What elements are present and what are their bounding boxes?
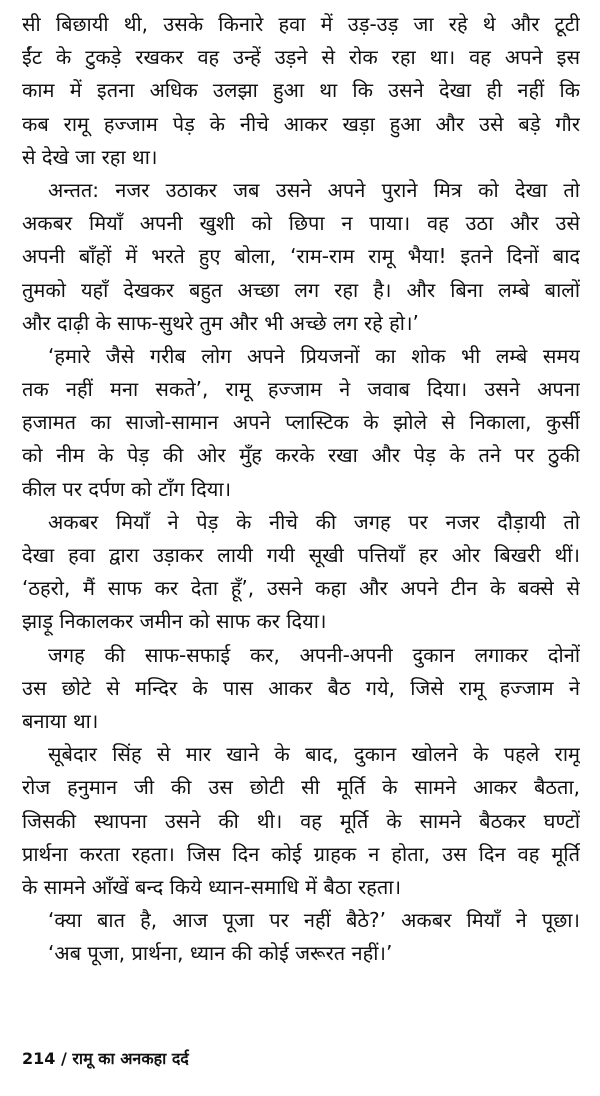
text-line: अकबर मियाँ अपनी खुशी को छिपा न पाया। वह उठा और उसे	[22, 211, 580, 236]
text-line: हजामत का साजो-सामान अपने प्लास्टिक के झोले से निकाला, कुर्सी	[22, 410, 580, 435]
text-line: उस छोटे से मन्दिर के पास आकर बैठ गये, जिसे रामू हज्जाम ने	[22, 675, 580, 700]
text-line: सूबेदार सिंह से मार खाने के बाद, दुकान खोलने के पहले रामू	[48, 742, 580, 767]
text-line: ईंट के टुकड़े रखकर वह उन्हें उड़ने से रोक रहा था। वह अपने इस	[22, 45, 580, 70]
text-line: काम में इतना अधिक उलझा हुआ था कि उसने देखा ही नहीं कि	[22, 78, 580, 103]
text-line: ‘अब पूजा, प्रार्थना, ध्यान की कोई जरूरत नहीं।’	[48, 941, 393, 966]
text-line: बनाया था।	[22, 708, 99, 733]
text-line: जगह की साफ-सफाई कर, अपनी-अपनी दुकान लगाकर दोनों	[48, 642, 580, 667]
text-line: जिसकी स्थापना उसने की थी। वह मूर्ति के सामने बैठकर घण्टों	[22, 808, 580, 833]
text-line: ‘क्या बात है, आज पूजा पर नहीं बैठे?’ अकबर मियाँ ने पूछा।	[48, 908, 580, 933]
text-line: तुमको यहाँ देखकर बहुत अच्छा लग रहा है। और बिना लम्बे बालों	[22, 277, 580, 302]
text-line: तक नहीं मना सकते’, रामू हज्जाम ने जवाब दिया। उसने अपना	[22, 377, 580, 402]
text-line: देखा हवा द्वारा उड़ाकर लायी गयी सूखी पत्तियाँ हर ओर बिखरी थीं।	[22, 543, 580, 567]
text-line: और दाढ़ी के साफ-सुथरे तुम और भी अच्छे लग रहे हो।’	[22, 310, 419, 335]
text-line: ‘ठहरो, मैं साफ कर देता हूँ’, उसने कहा और अपने टीन के बक्से से	[22, 576, 580, 601]
text-line: अपनी बाँहों में भरते हुए बोला, ‘राम-राम रामू भैया! इतने दिनों बाद	[22, 244, 580, 269]
text-line: रोज हनुमान जी की उस छोटी सी मूर्ति के सामने आकर बैठता,	[22, 775, 580, 800]
text-line: कब रामू हज्जाम पेड़ के नीचे आकर खड़ा हुआ और उसे बड़े गौर	[22, 111, 580, 136]
text-line: सी बिछायी थी, उसके किनारे हवा में उड़-उड़ जा रहे थे और टूटी	[22, 12, 580, 36]
body-text	[22, 8, 580, 970]
text-line: ‘हमारे जैसे गरीब लोग अपने प्रियजनों का शोक भी लम्बे समय	[48, 343, 580, 368]
text-line: झाड़ू निकालकर जमीन को साफ कर दिया।	[22, 609, 327, 634]
text-line: के सामने आँखें बन्द किये ध्यान-समाधि में बैठा रहता।	[22, 874, 402, 899]
text-line: अन्तत: नजर उठाकर जब उसने अपने पुराने मित्र को देखा तो	[48, 177, 580, 202]
text-line: कील पर दर्पण को टाँग दिया।	[22, 476, 232, 501]
text-line: प्रार्थना करता रहता। जिस दिन कोई ग्राहक न होता, उस दिन वह मूर्ति	[22, 841, 580, 866]
page-footer: 214 / रामू का अनकहा दर्द	[22, 1049, 189, 1068]
text-line: अकबर मियाँ ने पेड़ के नीचे की जगह पर नजर दौड़ायी तो	[48, 509, 580, 534]
text-line: से देखे जा रहा था।	[22, 144, 158, 169]
text-line: को नीम के पेड़ की ओर मुँह करके रखा और पेड़ के तने पर ठुकी	[22, 443, 580, 468]
